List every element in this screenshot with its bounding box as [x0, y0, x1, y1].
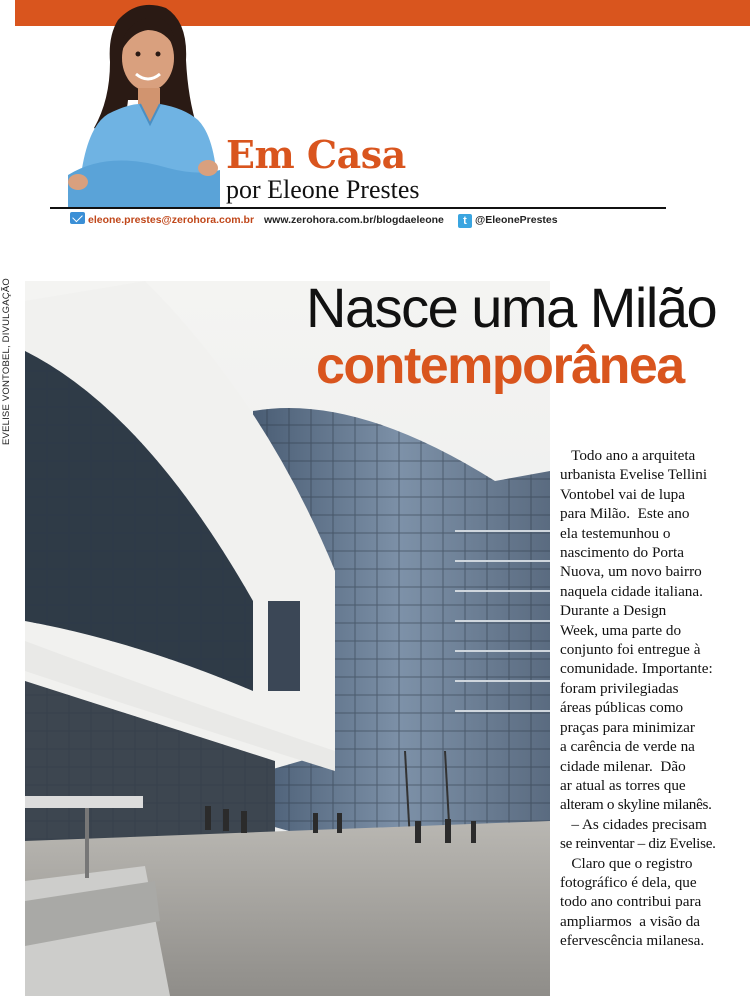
body-line: urbanista Evelise Tellini: [560, 466, 708, 484]
body-line: nascimento do Porta: [560, 544, 685, 562]
header-divider: [50, 207, 666, 209]
body-line: alteram o skyline milanês.: [560, 796, 712, 814]
body-line: Todo ano a arquiteta: [560, 447, 696, 464]
body-line: Durante a Design: [560, 602, 667, 620]
twitter-handle[interactable]: @EleonePrestes: [475, 214, 558, 226]
body-line: conjunto foi entregue à: [560, 641, 701, 659]
body-line: foram privilegiadas: [560, 679, 679, 697]
body-line: a carência de verde na: [560, 738, 695, 756]
body-line: se reinventar – diz Evelise.: [560, 835, 716, 853]
body-line: Week, uma parte do: [560, 621, 682, 639]
body-line: naquela cidade italiana.: [560, 582, 703, 600]
twitter-icon: t: [458, 214, 472, 228]
email-icon: [70, 212, 85, 224]
column-title: Em Casa: [226, 132, 406, 177]
headline-line1: Nasce uma Milão: [306, 276, 717, 339]
body-line: Vontobel vai de lupa: [560, 485, 685, 503]
body-line: cidade milenar. Dão: [560, 757, 686, 775]
body-line: para Milão. Este ano: [560, 505, 690, 523]
body-line: todo ano contribui para: [560, 893, 702, 911]
body-line: ampliarmos a visão da: [560, 912, 701, 930]
byline: por Eleone Prestes: [226, 175, 420, 204]
email-link[interactable]: eleone.prestes@zerohora.com.br: [88, 214, 255, 226]
article-body: [560, 446, 752, 951]
body-line: efervescência milanesa.: [560, 932, 705, 950]
body-line: praças para minimizar: [560, 718, 695, 736]
body-line: fotográfico é dela, que: [560, 873, 697, 891]
columnist-portrait: [48, 0, 228, 207]
headline-line2: contemporânea: [316, 337, 684, 395]
body-line: Claro que o registro: [560, 854, 693, 872]
body-line: áreas públicas como: [560, 699, 684, 717]
body-line: comunidade. Importante:: [560, 660, 713, 678]
body-line: Nuova, um novo bairro: [560, 563, 702, 581]
body-line: – As cidades precisam: [560, 815, 707, 833]
website-link[interactable]: www.zerohora.com.br/blogdaeleone: [264, 214, 444, 226]
body-line: ar atual as torres que: [560, 776, 686, 794]
photo-credit: EVELISE VONTOBEL, DIVULGAÇÃO: [1, 278, 12, 445]
body-line: ela testemunhou o: [560, 524, 671, 542]
